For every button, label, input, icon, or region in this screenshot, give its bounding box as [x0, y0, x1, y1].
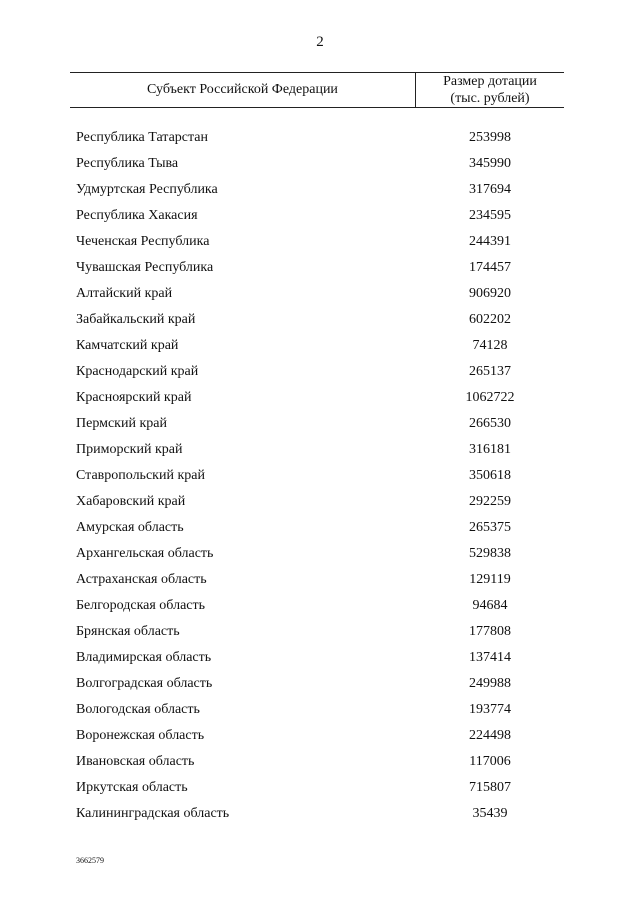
- subject-name: Чувашская Республика: [76, 260, 214, 275]
- subsidy-amount: 529838: [469, 546, 511, 561]
- subject-name: Приморский край: [76, 442, 183, 457]
- subsidy-amount: 193774: [469, 702, 511, 717]
- table-row: [76, 593, 566, 619]
- table-row: [76, 671, 566, 697]
- table-row: [76, 463, 566, 489]
- subsidy-amount: 249988: [469, 676, 511, 691]
- subject-name: Алтайский край: [76, 286, 173, 301]
- table-row: [76, 411, 566, 437]
- subsidy-amount: 74128: [472, 338, 508, 353]
- subject-name: Архангельская область: [76, 546, 214, 561]
- table-row: [76, 567, 566, 593]
- subject-name: Краснодарский край: [76, 364, 199, 379]
- table-row: [76, 515, 566, 541]
- subsidy-amount: 317694: [469, 182, 511, 197]
- subject-name: Амурская область: [76, 520, 184, 535]
- table-row: [76, 255, 566, 281]
- subject-name: Пермский край: [76, 416, 167, 431]
- column-header-amount-line1: Размер дотации: [443, 74, 537, 89]
- subsidy-amount: 350618: [469, 468, 511, 483]
- table-row: [76, 619, 566, 645]
- subsidy-amount: 94684: [472, 598, 508, 613]
- subsidy-amount: 117006: [469, 754, 511, 769]
- subject-name: Республика Тыва: [76, 156, 179, 171]
- table-row: [76, 697, 566, 723]
- document-code: 3662579: [76, 856, 104, 865]
- subsidy-amount: 224498: [469, 728, 511, 743]
- table-body: [76, 125, 566, 827]
- subject-name: Хабаровский край: [76, 494, 186, 509]
- subsidy-amount: 244391: [469, 234, 511, 249]
- subsidy-amount: 316181: [469, 442, 511, 457]
- table-row: [76, 125, 566, 151]
- table-row: [76, 177, 566, 203]
- subsidy-amount: 906920: [469, 286, 511, 301]
- table-row: [76, 775, 566, 801]
- table-row: [76, 229, 566, 255]
- subject-name: Республика Хакасия: [76, 208, 198, 223]
- table-row: [76, 281, 566, 307]
- table-row: [76, 203, 566, 229]
- subsidy-amount: 1062722: [465, 390, 515, 405]
- subsidy-amount: 137414: [469, 650, 511, 665]
- subject-name: Брянская область: [76, 624, 180, 639]
- table-row: [76, 723, 566, 749]
- subject-name: Забайкальский край: [76, 312, 196, 327]
- subject-name: Астраханская область: [76, 572, 207, 587]
- table-row: [76, 489, 566, 515]
- subsidy-amount: 265375: [469, 520, 511, 535]
- table-row: [76, 151, 566, 177]
- subject-name: Камчатский край: [76, 338, 179, 353]
- subsidy-amount: 234595: [469, 208, 511, 223]
- subject-name: Вологодская область: [76, 702, 200, 717]
- subject-name: Воронежская область: [76, 728, 205, 743]
- column-header-amount: [415, 73, 565, 107]
- table-header-bottom-rule: [70, 107, 564, 108]
- table-row: [76, 307, 566, 333]
- table-row: [76, 645, 566, 671]
- table-row: [76, 801, 566, 827]
- subject-name: Удмуртская Республика: [76, 182, 218, 197]
- table-row: [76, 541, 566, 567]
- subsidy-amount: 266530: [469, 416, 511, 431]
- subject-name: Ставропольский край: [76, 468, 205, 483]
- table-row: [76, 333, 566, 359]
- column-header-amount-line2: (тыс. рублей): [450, 91, 530, 106]
- subject-name: Белгородская область: [76, 598, 206, 613]
- subsidy-amount: 602202: [469, 312, 511, 327]
- subsidy-amount: 177808: [469, 624, 511, 639]
- subject-name: Красноярский край: [76, 390, 192, 405]
- subsidy-amount: 35439: [472, 806, 508, 821]
- table-row: [76, 385, 566, 411]
- subject-name: Ивановская область: [76, 754, 195, 769]
- subject-name: Калининградская область: [76, 806, 230, 821]
- subsidy-amount: 129119: [469, 572, 511, 587]
- table-row: [76, 359, 566, 385]
- page-number: 2: [316, 34, 324, 50]
- subsidy-amount: 174457: [469, 260, 511, 275]
- table-row: [76, 749, 566, 775]
- subsidy-amount: 265137: [469, 364, 511, 379]
- table-row: [76, 437, 566, 463]
- subsidy-amount: 253998: [469, 130, 511, 145]
- subject-name: Иркутская область: [76, 780, 188, 795]
- subsidy-amount: 345990: [469, 156, 511, 171]
- subject-name: Республика Татарстан: [76, 130, 209, 145]
- subsidy-amount: 292259: [469, 494, 511, 509]
- column-header-subject: Субъект Российской Федерации: [147, 82, 338, 97]
- subsidy-amount: 715807: [469, 780, 511, 795]
- subject-name: Чеченская Республика: [76, 234, 210, 249]
- subject-name: Владимирская область: [76, 650, 212, 665]
- subject-name: Волгоградская область: [76, 676, 213, 691]
